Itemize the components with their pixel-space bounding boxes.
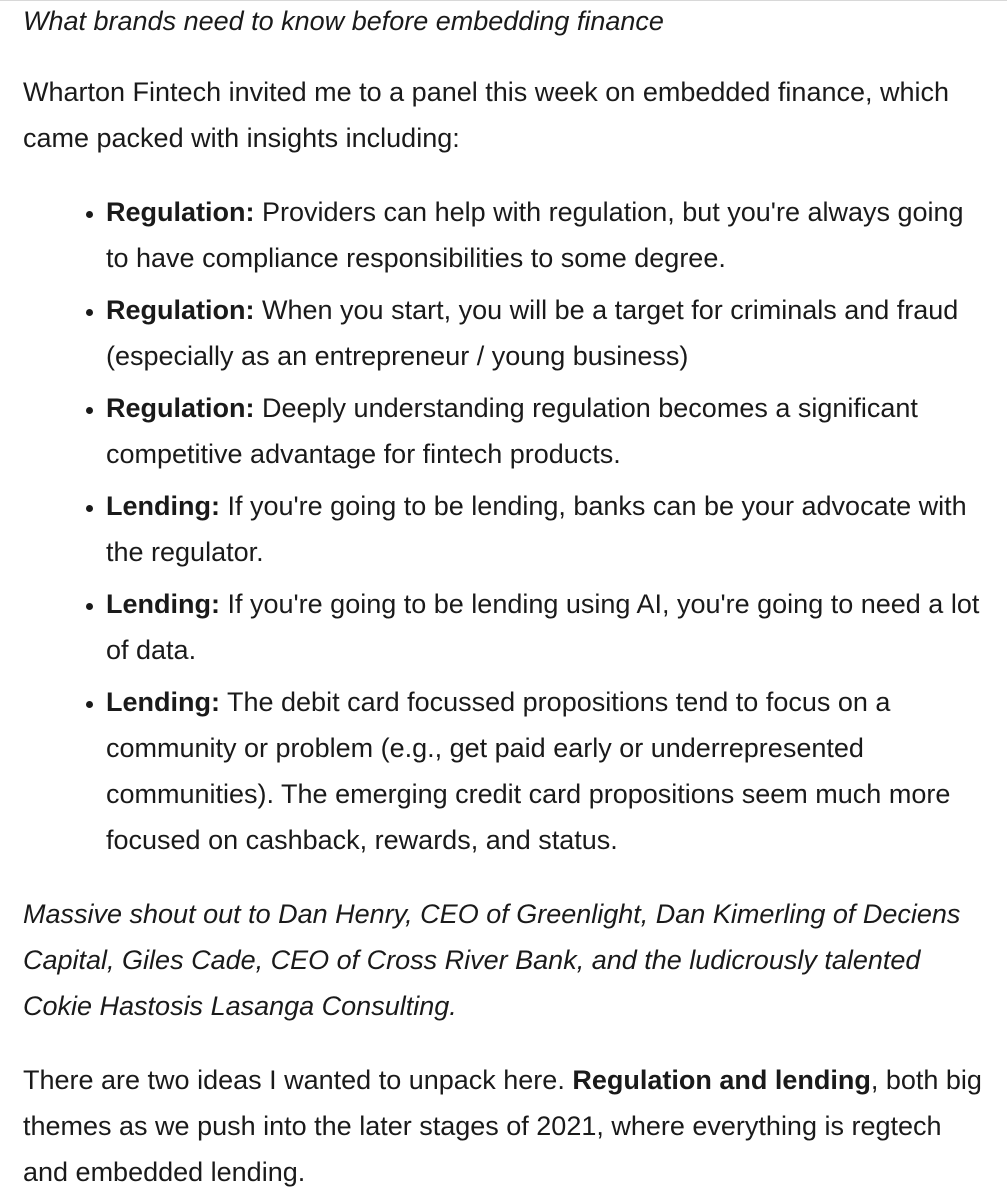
insight-topic: Regulation:: [106, 295, 255, 325]
article-subtitle: What brands need to know before embedding finance: [23, 6, 664, 36]
list-item: [106, 287, 993, 379]
insight-topic: Regulation:: [106, 197, 255, 227]
insight-text: Providers can help with regulation, but you're always going to have compliance responsibilities to some degree.: [106, 197, 964, 273]
insight-text: The debit card focussed propositions tend to focus on a community or problem (e.g., get paid early or underrepresented communities). The emerging credit card propositions seem much more focused on cashback, rewards, and status.: [106, 687, 951, 855]
insight-text: When you start, you will be a target for criminals and fraud (especially as an entrepreneur / young business): [106, 295, 959, 371]
insight-topic: Regulation:: [106, 393, 255, 423]
insights-list: [23, 189, 993, 863]
list-item: [106, 679, 993, 863]
closing-text-start: There are two ideas I wanted to unpack here.: [23, 1065, 573, 1095]
closing-paragraph: [23, 1057, 993, 1195]
list-item: [106, 483, 993, 575]
intro-paragraph: Wharton Fintech invited me to a panel this week on embedded finance, which came packed with insights including:: [23, 77, 950, 153]
article-body: [0, 1, 993, 1195]
insight-text: If you're going to be lending using AI, you're going to need a lot of data.: [106, 589, 980, 665]
insight-topic: Lending:: [106, 589, 220, 619]
insight-topic: Lending:: [106, 491, 220, 521]
insight-text: Deeply understanding regulation becomes a significant competitive advantage for fintech products.: [106, 393, 918, 469]
list-item: [106, 189, 993, 281]
list-item: [106, 385, 993, 477]
insight-topic: Lending:: [106, 687, 220, 717]
shoutout-paragraph: Massive shout out to Dan Henry, CEO of Greenlight, Dan Kimerling of Deciens Capital, Giles Cade, CEO of Cross River Bank, and the ludicrously talented Cokie Hastosis Lasanga Consulting.: [23, 899, 961, 1021]
list-item: [106, 581, 993, 673]
insight-text: If you're going to be lending, banks can be your advocate with the regulator.: [106, 491, 967, 567]
closing-emphasis: Regulation and lending: [572, 1065, 871, 1095]
closing-text-end: , both big themes as we push into the later stages of 2021, where everything is regtech and embedded lending.: [23, 1065, 982, 1187]
